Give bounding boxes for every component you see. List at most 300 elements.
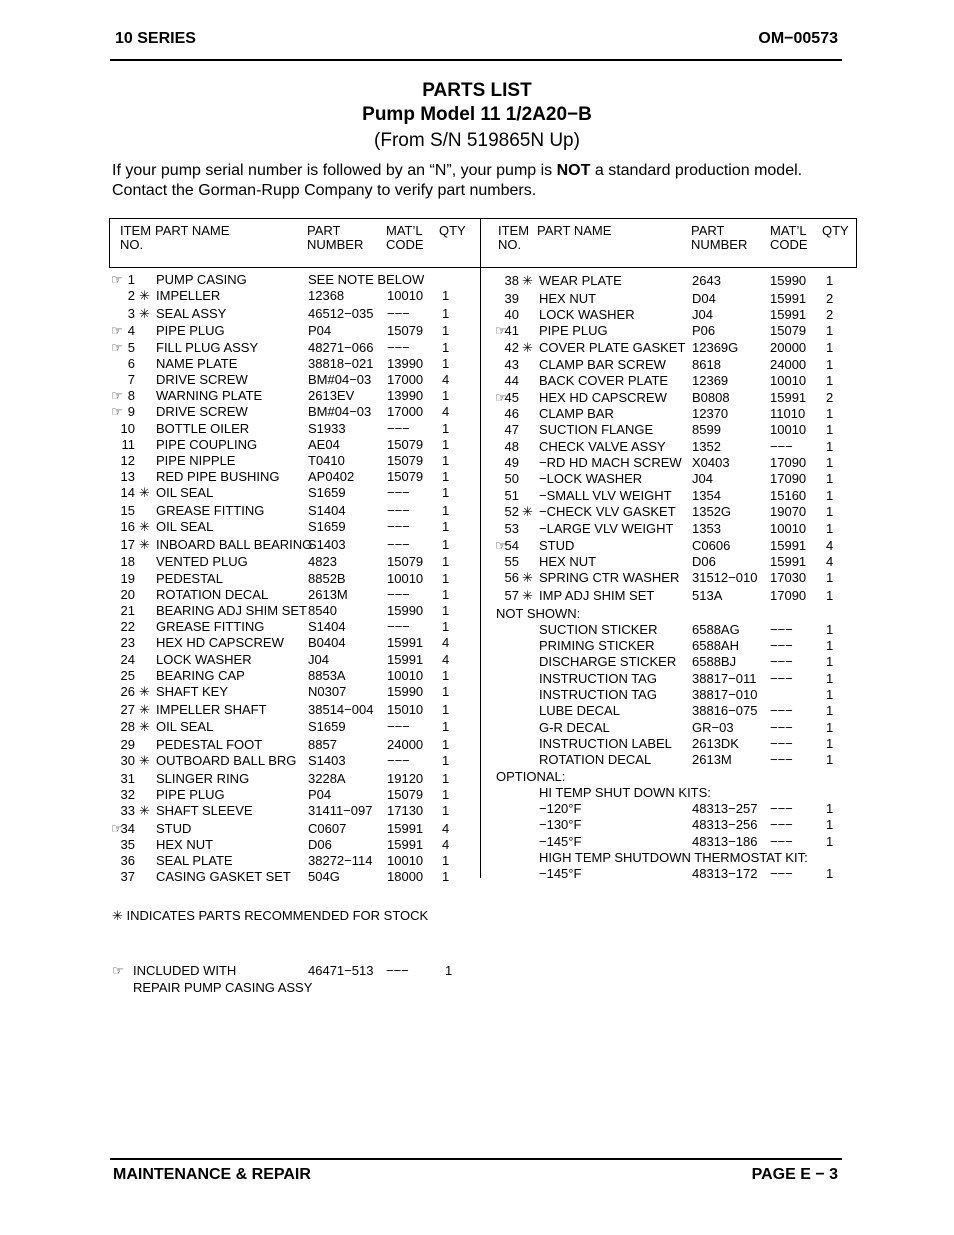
qty: 4 [442, 404, 450, 420]
part-name: INSTRUCTION TAG [539, 670, 657, 686]
qty: 1 [826, 801, 834, 817]
table-row [0, 422, 954, 438]
matl-code: −−− [387, 519, 410, 535]
item-number: 44 [504, 373, 519, 389]
item-number: 17 [120, 536, 135, 552]
stock-star-icon: ✳ [522, 587, 533, 603]
part-number: 38817−011 [692, 670, 757, 686]
included-qty: 1 [445, 963, 453, 978]
part-number: S1659 [308, 519, 346, 535]
qty: 1 [442, 469, 450, 485]
part-number: 1353 [692, 521, 721, 537]
table-row [0, 504, 954, 520]
matl-code: 10010 [387, 288, 424, 304]
table-row [0, 622, 954, 638]
part-name: BEARING CAP [156, 667, 245, 683]
stock-star-icon: ✳ [522, 273, 533, 288]
part-name: PEDESTAL FOOT [156, 736, 263, 752]
matl-code: 11010 [770, 406, 806, 421]
table-row [0, 471, 954, 487]
part-name: LUBE DECAL [539, 703, 620, 719]
hand-pointer-icon: ☞ [495, 323, 507, 339]
table-row [0, 752, 954, 768]
part-name: RED PIPE BUSHING [156, 469, 280, 485]
table-row [0, 606, 954, 622]
part-number: GR−03 [692, 719, 734, 735]
part-name: OIL SEAL [156, 719, 214, 735]
matl-code: 24000 [770, 357, 807, 373]
stock-star-icon: ✳ [139, 485, 150, 501]
item-number: 43 [504, 357, 519, 373]
qty: 1 [442, 485, 450, 501]
part-name: ROTATION DECAL [539, 752, 652, 768]
qty: 1 [826, 503, 834, 519]
table-row [0, 307, 954, 323]
part-number: 38817−010 [692, 687, 758, 702]
qty: 2 [826, 306, 834, 322]
part-number: 6588BJ [692, 654, 737, 670]
matl-code: 17130 [387, 803, 424, 818]
item-number: 2 [127, 288, 135, 304]
part-name: INBOARD BALL BEARING [156, 536, 313, 552]
part-name: PIPE COUPLING [156, 436, 258, 452]
stock-star-icon: ✳ [139, 701, 150, 717]
qty: 4 [442, 836, 450, 852]
part-number: 12369G [692, 339, 739, 355]
part-number: 31512−010 [692, 570, 758, 586]
part-name: INSTRUCTION TAG [539, 687, 657, 702]
matl-code: 10010 [387, 570, 424, 586]
part-number: P06 [692, 323, 716, 339]
col-partname-header-left: PART NAME [155, 223, 230, 238]
stock-star-icon: ✳ [522, 503, 533, 519]
col-matl-header-left: MAT’L CODE [386, 223, 424, 252]
part-name: CLAMP BAR SCREW [539, 357, 666, 373]
item-number: 19 [120, 570, 135, 586]
matl-code: 17000 [387, 404, 424, 420]
qty: 2 [826, 290, 834, 306]
part-number: B0808 [692, 389, 730, 405]
qty: 1 [442, 519, 450, 535]
qty: 1 [826, 670, 834, 686]
table-row [0, 736, 954, 752]
matl-code: 20000 [770, 339, 807, 355]
qty: 1 [442, 453, 450, 468]
part-number: D04 [692, 290, 716, 306]
part-number: 8857 [308, 736, 337, 752]
part-number: 48313−186 [692, 833, 758, 849]
part-number: 12369 [692, 373, 729, 389]
matl-code: −−− [770, 833, 793, 849]
part-name: PIPE PLUG [539, 323, 608, 339]
matl-code: −−− [770, 817, 793, 833]
part-number: 2613EV [308, 388, 355, 404]
item-number: 32 [120, 786, 135, 802]
stock-star-icon: ✳ [139, 519, 150, 535]
item-number: 22 [120, 619, 135, 635]
part-number: S1659 [308, 485, 346, 501]
matl-code: 10010 [387, 667, 424, 683]
hand-pointer-icon: ☞ [112, 963, 124, 978]
part-name: SHAFT KEY [156, 684, 229, 699]
page-title: PARTS LIST [422, 80, 532, 101]
part-name: DRIVE SCREW [156, 404, 248, 420]
item-number: 3 [127, 305, 135, 321]
part-number: 46512−035 [308, 305, 374, 321]
qty: 1 [826, 406, 834, 421]
col-qty-header-right: QTY [822, 223, 849, 238]
matl-code: −−− [387, 339, 410, 355]
included-matl-code: −−− [386, 963, 409, 978]
table-row [0, 850, 954, 866]
part-number: 12370 [692, 406, 729, 421]
part-name: LOCK WASHER [539, 306, 635, 322]
matl-code: −−− [770, 866, 793, 882]
part-name: BACK COVER PLATE [539, 373, 669, 389]
table-row [0, 488, 954, 504]
matl-code: 17090 [770, 471, 807, 487]
matl-code: 15079 [387, 786, 424, 802]
matl-code: 19120 [387, 770, 424, 786]
col-partnumber-header-left: PART NUMBER [307, 223, 364, 252]
stock-star-icon: ✳ [139, 305, 150, 321]
part-number: D06 [692, 554, 716, 569]
stock-star-icon: ✳ [139, 753, 150, 768]
table-row [0, 638, 954, 654]
qty: 4 [442, 651, 450, 667]
matl-code: 15991 [387, 635, 424, 651]
qty: 1 [826, 621, 834, 637]
qty: 1 [826, 703, 834, 719]
part-name: HIGH TEMP SHUTDOWN THERMOSTAT KIT: [539, 850, 808, 865]
qty: 1 [826, 339, 834, 355]
table-row [0, 291, 954, 307]
part-name: PIPE NIPPLE [156, 453, 236, 468]
stock-star-icon: ✳ [522, 339, 533, 355]
part-name: −CHECK VLV GASKET [539, 503, 676, 519]
part-name: HEX NUT [156, 836, 214, 852]
matl-code: 18000 [387, 869, 424, 885]
qty: 1 [442, 803, 450, 818]
intro-paragraph [112, 161, 852, 201]
part-number: 38816−075 [692, 703, 758, 719]
item-number: 20 [120, 586, 135, 602]
part-name: INSTRUCTION LABEL [539, 735, 672, 751]
qty: 1 [442, 586, 450, 602]
header-series: 10 SERIES [115, 30, 196, 47]
item-number: 29 [120, 736, 135, 752]
part-number: S1403 [308, 536, 346, 552]
section-label: OPTIONAL: [496, 768, 566, 784]
part-number: 48271−066 [308, 339, 374, 355]
table-row [0, 866, 954, 882]
item-number: 51 [504, 487, 519, 503]
table-row [0, 588, 954, 604]
part-number: S1933 [308, 420, 346, 436]
part-name: PRIMING STICKER [539, 638, 655, 654]
qty: 1 [442, 753, 450, 768]
footer-rule [110, 1158, 842, 1160]
hand-pointer-icon: ☞ [495, 537, 507, 553]
part-number: 8540 [308, 603, 337, 618]
qty: 1 [826, 866, 834, 882]
part-number: 1352 [692, 438, 721, 454]
hand-pointer-icon: ☞ [111, 339, 123, 355]
matl-code: −−− [770, 438, 793, 454]
part-number: 48313−172 [692, 866, 758, 882]
qty: 1 [442, 719, 450, 735]
item-number: 53 [504, 521, 519, 537]
table-row [0, 357, 954, 373]
qty: 1 [442, 536, 450, 552]
matl-code: 15079 [387, 469, 424, 485]
qty: 4 [442, 820, 450, 836]
matl-code: −−− [770, 735, 793, 751]
part-number: X0403 [692, 454, 730, 470]
table-row [0, 801, 954, 817]
item-number: 39 [504, 290, 519, 306]
part-number: 1354 [692, 487, 721, 503]
part-name: CASING GASKET SET [156, 869, 291, 885]
qty: 1 [826, 638, 834, 654]
item-number: 30 [120, 753, 135, 768]
qty: 1 [826, 273, 834, 288]
matl-code: 15990 [387, 603, 424, 618]
matl-code: 15079 [387, 554, 424, 570]
hand-pointer-icon: ☞ [111, 272, 123, 287]
stock-note: ✳ INDICATES PARTS RECOMMENDED FOR STOCK [112, 908, 429, 923]
intro-text-2: a standard production model. Contact the Gorman-Rupp Company to verify part numbers. [112, 162, 803, 199]
item-number: 16 [120, 519, 135, 535]
part-number: 8618 [692, 357, 721, 373]
item-number: 28 [120, 719, 135, 735]
matl-code: 15079 [770, 323, 807, 339]
item-number: 34 [120, 820, 135, 836]
item-number: 5 [127, 339, 135, 355]
table-row [0, 340, 954, 356]
item-number: 9 [127, 404, 135, 420]
qty: 1 [826, 587, 834, 603]
part-number: 513A [692, 587, 723, 603]
part-name: GREASE FITTING [156, 619, 265, 635]
matl-code: 15990 [770, 273, 807, 288]
part-name: OIL SEAL [156, 485, 214, 501]
header-rule [110, 59, 842, 61]
matl-code: 15160 [770, 487, 807, 503]
item-number: 37 [120, 869, 135, 885]
qty: 1 [442, 853, 450, 868]
part-number: S1659 [308, 719, 346, 735]
item-number: 10 [120, 420, 135, 436]
intro-bold: NOT [556, 162, 591, 179]
hand-pointer-icon: ☞ [495, 389, 507, 405]
qty: 1 [442, 288, 450, 304]
qty: 1 [826, 654, 834, 670]
qty: 1 [442, 388, 450, 404]
qty: 1 [442, 503, 450, 518]
part-name: HEX HD CAPSCREW [539, 389, 667, 405]
part-number: 48313−257 [692, 801, 758, 817]
part-name: CLAMP BAR [539, 406, 614, 421]
qty: 1 [826, 357, 834, 373]
matl-code: −−− [387, 753, 410, 768]
qty: 1 [442, 570, 450, 586]
item-number: 41 [504, 323, 519, 339]
part-number: J04 [308, 651, 329, 667]
part-name: VENTED PLUG [156, 554, 248, 570]
item-number: 27 [120, 701, 135, 717]
qty: 1 [826, 487, 834, 503]
qty: 4 [442, 372, 450, 387]
part-name: SLINGER RING [156, 770, 250, 786]
part-number: AP0402 [308, 469, 355, 485]
part-number: S1404 [308, 619, 346, 635]
part-name: HEX NUT [539, 290, 597, 306]
qty: 1 [442, 701, 450, 717]
item-number: 40 [504, 306, 519, 322]
part-number: T0410 [308, 453, 345, 468]
table-row [0, 834, 954, 850]
part-name: −SMALL VLV WEIGHT [539, 487, 672, 503]
part-number: BM#04−03 [308, 404, 372, 420]
matl-code: −−− [770, 638, 793, 654]
table-row [0, 703, 954, 719]
part-name: ROTATION DECAL [156, 586, 269, 602]
footer-section: MAINTENANCE & REPAIR [113, 1166, 311, 1183]
item-number: 33 [120, 803, 135, 818]
part-name: COVER PLATE GASKET [539, 339, 686, 355]
part-name: IMPELLER SHAFT [156, 701, 267, 717]
item-number: 4 [127, 323, 135, 339]
col-partname-header-right: PART NAME [537, 223, 612, 238]
part-number: 504G [308, 869, 340, 885]
col-matl-header-right: MAT’L CODE [770, 223, 808, 252]
table-row [0, 720, 954, 736]
col-qty-header-left: QTY [439, 223, 466, 238]
qty: 1 [826, 323, 834, 339]
qty: 1 [442, 436, 450, 452]
matl-code: 15990 [387, 684, 424, 699]
qty: 1 [442, 339, 450, 355]
part-number: 8853A [308, 667, 346, 683]
part-name: DISCHARGE STICKER [539, 654, 677, 670]
qty: 1 [442, 355, 450, 371]
item-number: 56 [504, 570, 519, 586]
stock-star-icon: ✳ [139, 684, 150, 699]
qty: 1 [442, 667, 450, 683]
part-number: 2613DK [692, 735, 739, 751]
matl-code: −−− [770, 621, 793, 637]
matl-code: 17090 [770, 587, 807, 603]
part-number: C0607 [308, 820, 347, 836]
part-name: −145°F [539, 866, 582, 882]
part-number: 4823 [308, 554, 337, 570]
item-number: 46 [504, 406, 519, 421]
qty: 1 [442, 736, 450, 752]
table-row [0, 570, 954, 586]
part-number: J04 [692, 306, 713, 322]
matl-code: −−− [387, 619, 410, 635]
table-row [0, 373, 954, 389]
matl-code: 15010 [387, 701, 424, 717]
matl-code: 15991 [770, 537, 807, 553]
item-number: 21 [120, 603, 135, 618]
part-name: OIL SEAL [156, 519, 214, 535]
qty: 1 [826, 752, 834, 768]
part-number: 8852B [308, 570, 346, 586]
table-row [0, 651, 954, 670]
qty: 4 [826, 537, 834, 553]
part-name: SUCTION FLANGE [539, 422, 654, 438]
part-name: OUTBOARD BALL BRG [156, 753, 297, 768]
part-number: AE04 [308, 436, 340, 452]
qty: 1 [442, 420, 450, 436]
item-number: 6 [127, 355, 135, 371]
matl-code: −−− [770, 801, 793, 817]
table-row [0, 521, 954, 537]
part-name: IMPELLER [156, 288, 221, 304]
hand-pointer-icon: ☞ [111, 820, 123, 836]
matl-code: −−− [387, 503, 410, 518]
qty: 2 [826, 389, 834, 405]
qty: 1 [826, 687, 834, 702]
qty: 1 [826, 570, 834, 586]
matl-code: 17030 [770, 570, 807, 586]
matl-code: 15991 [770, 389, 807, 405]
matl-code: 17090 [770, 454, 807, 470]
part-number: B0404 [308, 635, 346, 651]
qty: 1 [442, 770, 450, 786]
matl-code: −−− [387, 719, 410, 735]
table-row [0, 538, 954, 554]
part-name: STUD [156, 820, 192, 836]
matl-code: −−− [387, 305, 410, 321]
matl-code: −−− [770, 670, 793, 686]
table-row [0, 323, 954, 339]
matl-code: 13990 [387, 388, 424, 404]
part-number: S1403 [308, 753, 346, 768]
matl-code: 15991 [387, 651, 424, 667]
table-row [0, 554, 954, 570]
stock-star-icon: ✳ [522, 570, 533, 586]
part-name: −RD HD MACH SCREW [539, 454, 682, 470]
part-name: −120°F [539, 801, 582, 817]
stock-star-icon: ✳ [112, 908, 123, 923]
item-number: 23 [120, 635, 135, 651]
matl-code: 10010 [387, 853, 424, 868]
matl-code: 15079 [387, 453, 424, 468]
qty: 1 [826, 438, 834, 454]
part-number: 2613M [692, 752, 732, 768]
table-row [0, 817, 954, 833]
part-number: P04 [308, 786, 332, 802]
item-number: 42 [504, 339, 519, 355]
part-name: IMP ADJ SHIM SET [539, 587, 655, 603]
part-number: 38818−021 [308, 355, 374, 371]
part-number: 38272−114 [308, 853, 373, 868]
part-number: 48313−256 [692, 817, 758, 833]
qty: 1 [442, 786, 450, 802]
table-row [0, 671, 954, 687]
part-number: P04 [308, 323, 332, 339]
item-number: 7 [127, 372, 135, 387]
item-number: 50 [504, 471, 519, 487]
item-number: 25 [120, 667, 135, 683]
part-name: SEAL PLATE [156, 853, 233, 868]
qty: 1 [826, 817, 834, 833]
part-number: 3228A [308, 770, 346, 786]
item-number: 48 [504, 438, 519, 454]
